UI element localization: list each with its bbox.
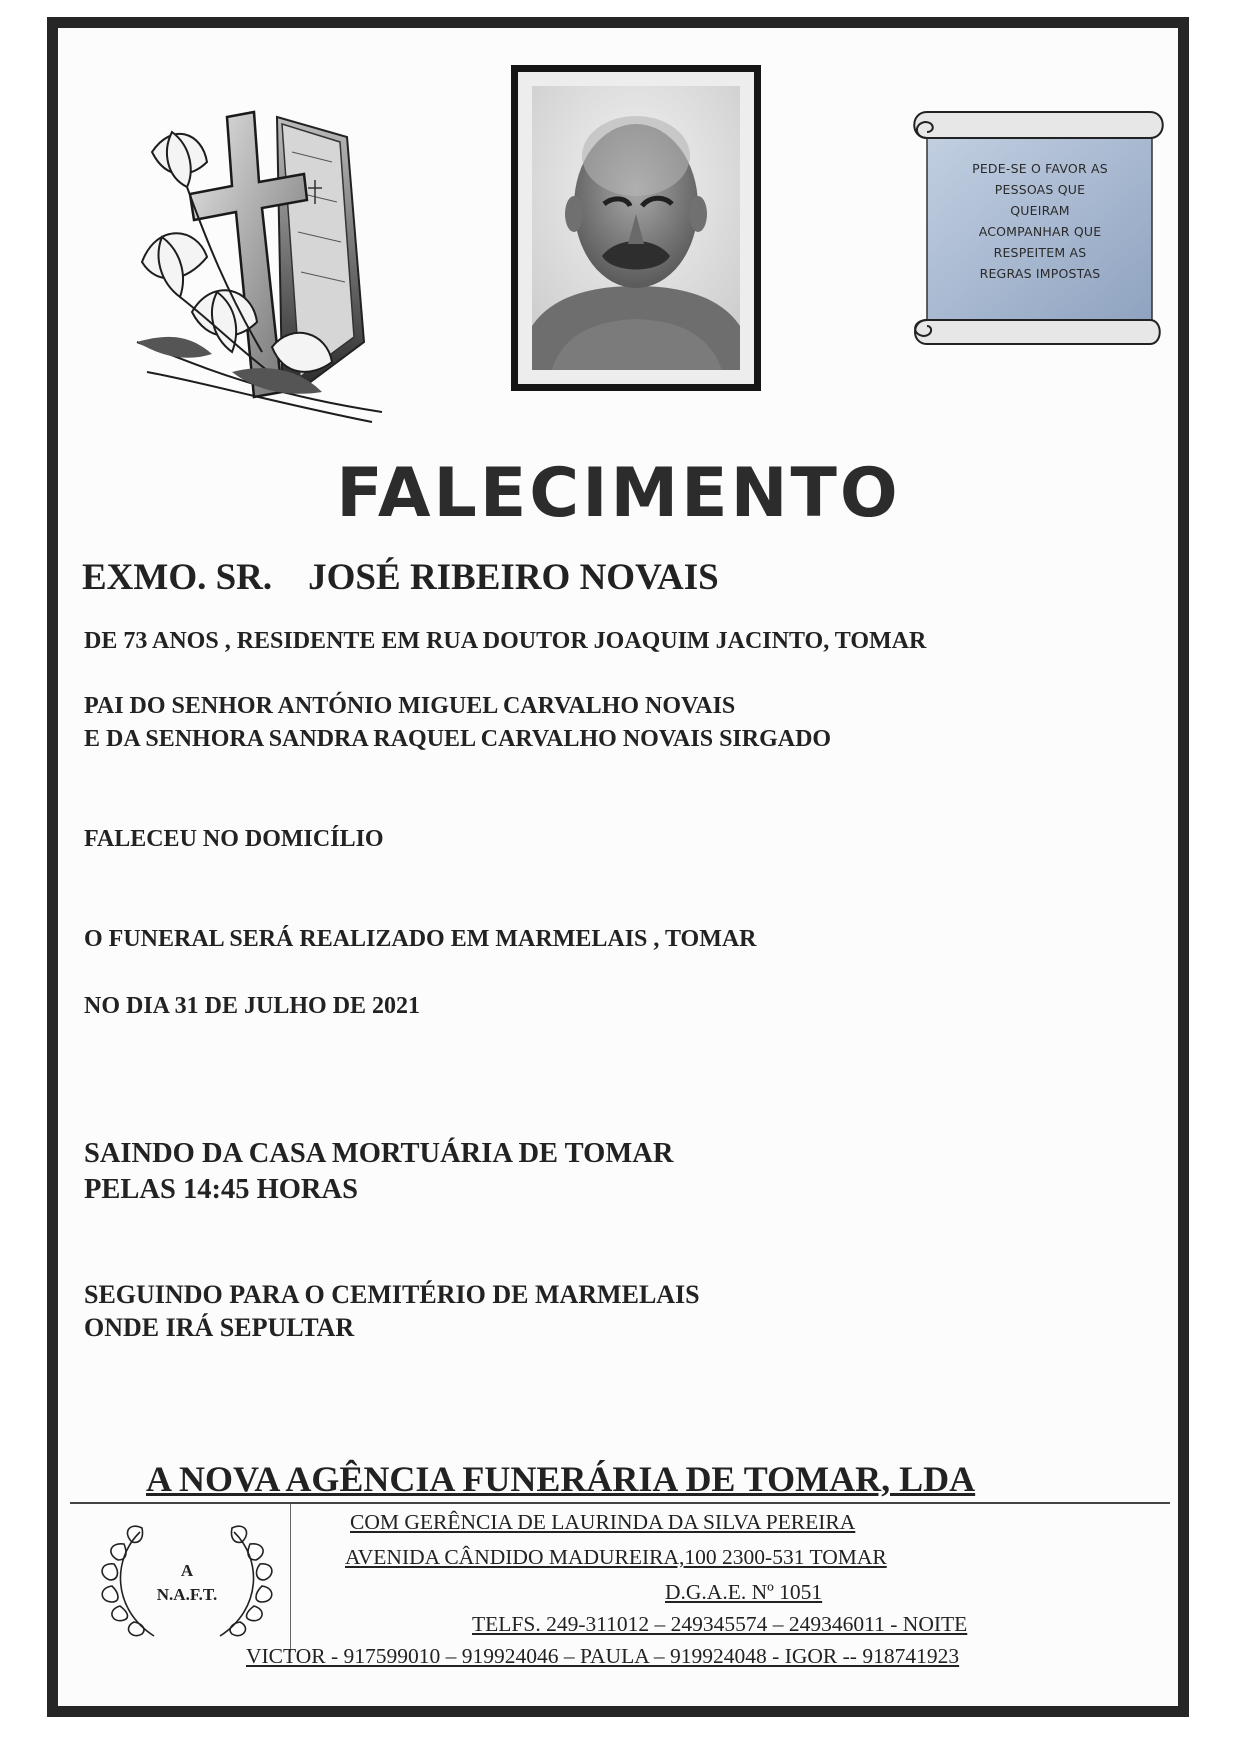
- age-residence: DE 73 ANOS , RESIDENTE EM RUA DOUTOR JOAQUIM JACINTO, TOMAR: [84, 628, 927, 654]
- scroll-line: RESPEITEM AS: [993, 245, 1087, 260]
- family-line-1: PAI DO SENHOR ANTÓNIO MIGUEL CARVALHO NOVAIS: [84, 693, 736, 719]
- death-place: FALECEU NO DOMICÍLIO: [84, 826, 384, 852]
- family-line-2: E DA SENHORA SANDRA RAQUEL CARVALHO NOVAIS SIRGADO: [84, 726, 832, 752]
- departure-line-1: SAINDO DA CASA MORTUÁRIA DE TOMAR: [84, 1138, 674, 1169]
- agency-contacts: VICTOR - 917599010 – 919924046 – PAULA – 919924048 - IGOR -- 918741923: [246, 1644, 960, 1668]
- scroll-line: QUEIRAM: [1010, 203, 1070, 218]
- agency-name: A NOVA AGÊNCIA FUNERÁRIA DE TOMAR, LDA: [146, 1459, 976, 1499]
- portrait-photo: [532, 86, 740, 370]
- deceased-name-line: [82, 556, 719, 599]
- logo-initials: N.A.F.T.: [156, 1585, 218, 1604]
- scroll-line: PESSOAS QUE: [994, 182, 1086, 197]
- agency-address: AVENIDA CÂNDIDO MADUREIRA,100 2300-531 TOMAR: [345, 1545, 887, 1569]
- agency-phones: TELFS. 249-311012 – 249345574 – 249346011 - NOITE: [472, 1612, 968, 1636]
- departure-line-2: PELAS 14:45 HORAS: [84, 1174, 358, 1205]
- portrait-frame: [511, 65, 761, 391]
- deceased-name: JOSÉ RIBEIRO NOVAIS: [308, 557, 719, 598]
- agency-license: D.G.A.E. Nº 1051: [665, 1580, 823, 1604]
- funeral-date: NO DIA 31 DE JULHO DE 2021: [84, 993, 421, 1019]
- scroll-line: REGRAS IMPOSTAS: [979, 266, 1101, 281]
- burial-line-2: ONDE IRÁ SEPULTAR: [84, 1313, 355, 1342]
- logo-letter: A: [180, 1561, 194, 1580]
- scroll-notice-text: [945, 158, 1135, 284]
- scroll-line: ACOMPANHAR QUE: [978, 224, 1102, 239]
- honorific: EXMO. SR.: [82, 557, 273, 598]
- notice-title: FALECIMENTO: [336, 454, 901, 533]
- funeral-place: O FUNERAL SERÁ REALIZADO EM MARMELAIS , TOMAR: [84, 926, 757, 952]
- agency-management: COM GERÊNCIA DE LAURINDA DA SILVA PEREIRA: [350, 1510, 856, 1534]
- scroll-line: PEDE-SE O FAVOR AS: [972, 161, 1108, 176]
- burial-line-1: SEGUINDO PARA O CEMITÉRIO DE MARMELAIS: [84, 1280, 700, 1309]
- cross-bible-lilies-icon: [132, 92, 402, 427]
- laurel-wreath-icon: [92, 1514, 282, 1644]
